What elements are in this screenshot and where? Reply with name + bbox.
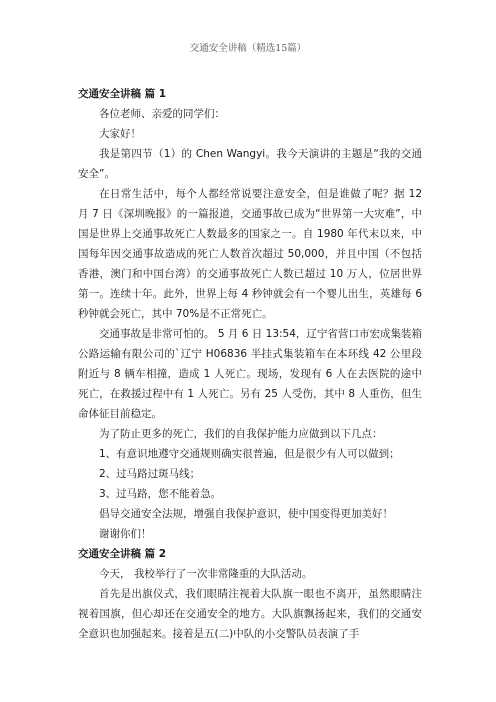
paragraph: 倡导交通安全法规，增强自我保护意识，使中国变得更加美好！ [99,508,393,520]
paragraph: 大家好！ [99,128,141,140]
document-body [78,84,422,644]
section-title: 交通安全讲稿 篇 2 [78,548,167,560]
paragraph: 各位老师、亲爱的同学们： [99,108,225,120]
paragraph: 今天， 我校举行了一次非常隆重的大队活动。 [99,568,313,580]
paragraph: 谢谢你们！ [99,528,152,540]
list-item: 2、过马路过斑马线； [99,468,201,480]
section-title: 交通安全讲稿 篇 1 [78,88,167,100]
paragraph: 交通事故是非常可怕的。 5 月 6 日 13:54，辽宁省营口市宏成集装箱公路运输有限公司的`辽宁 H06836 半挂式集装箱车在本环线 42 公里段附近与 8 辆车相撞，造成 1 人死亡。现场，发现有 6 人在去医院的途中死亡，在救援过程中有 1 人死亡。另有 25 人受伤，其中 8 人重伤，但生命体征目前稳定。 [78,328,422,420]
paragraph: 为了防止更多的死亡，我们的自我保护能力应做到以下几点： [99,428,383,440]
paragraph: 首先是出旗仪式，我们眼睛注视着大队旗一眼也不离开，虽然眼睛注视着国旗，但心却还在交通安全的地方。大队旗飘扬起来，我们的交通安全意识也加强起来。接着是五(二)中队的小交警队员表演了手 [78,588,422,640]
list-item: 3、过马路，您不能着急。 [99,488,222,500]
paragraph: 我是第四节（1）的 Chen Wangyi。我今天演讲的主题是“我的交通安全”。 [78,148,422,180]
page-header: 交通安全讲稿（精选15篇） [189,43,307,54]
paragraph: 在日常生活中，每个人都经常说要注意安全，但是谁做了呢？据 12 月 7 日《深圳晚报》的一篇报道，交通事故已成为“世界第一大灾难”，中国是世界上交通事故死亡人数最多的国家之一。自 1980 年代末以来，中国每年因交通事故造成的死亡人数首次超过 50,000，并且中国（不包括香港，澳门和中国台湾）的交通事故死亡人数已超过 10 万人，位居世界第一。连续十年。此外，世界上每 4 秒钟就会有一个婴儿出生，英雄每 6 秒钟就会死亡，其中 70%是不正常死亡。 [78,188,422,320]
section-2 [78,544,422,644]
section-1 [78,84,422,544]
list-item: 1、有意识地遵守交通规则确实很普遍，但是很少有人可以做到； [99,448,400,460]
